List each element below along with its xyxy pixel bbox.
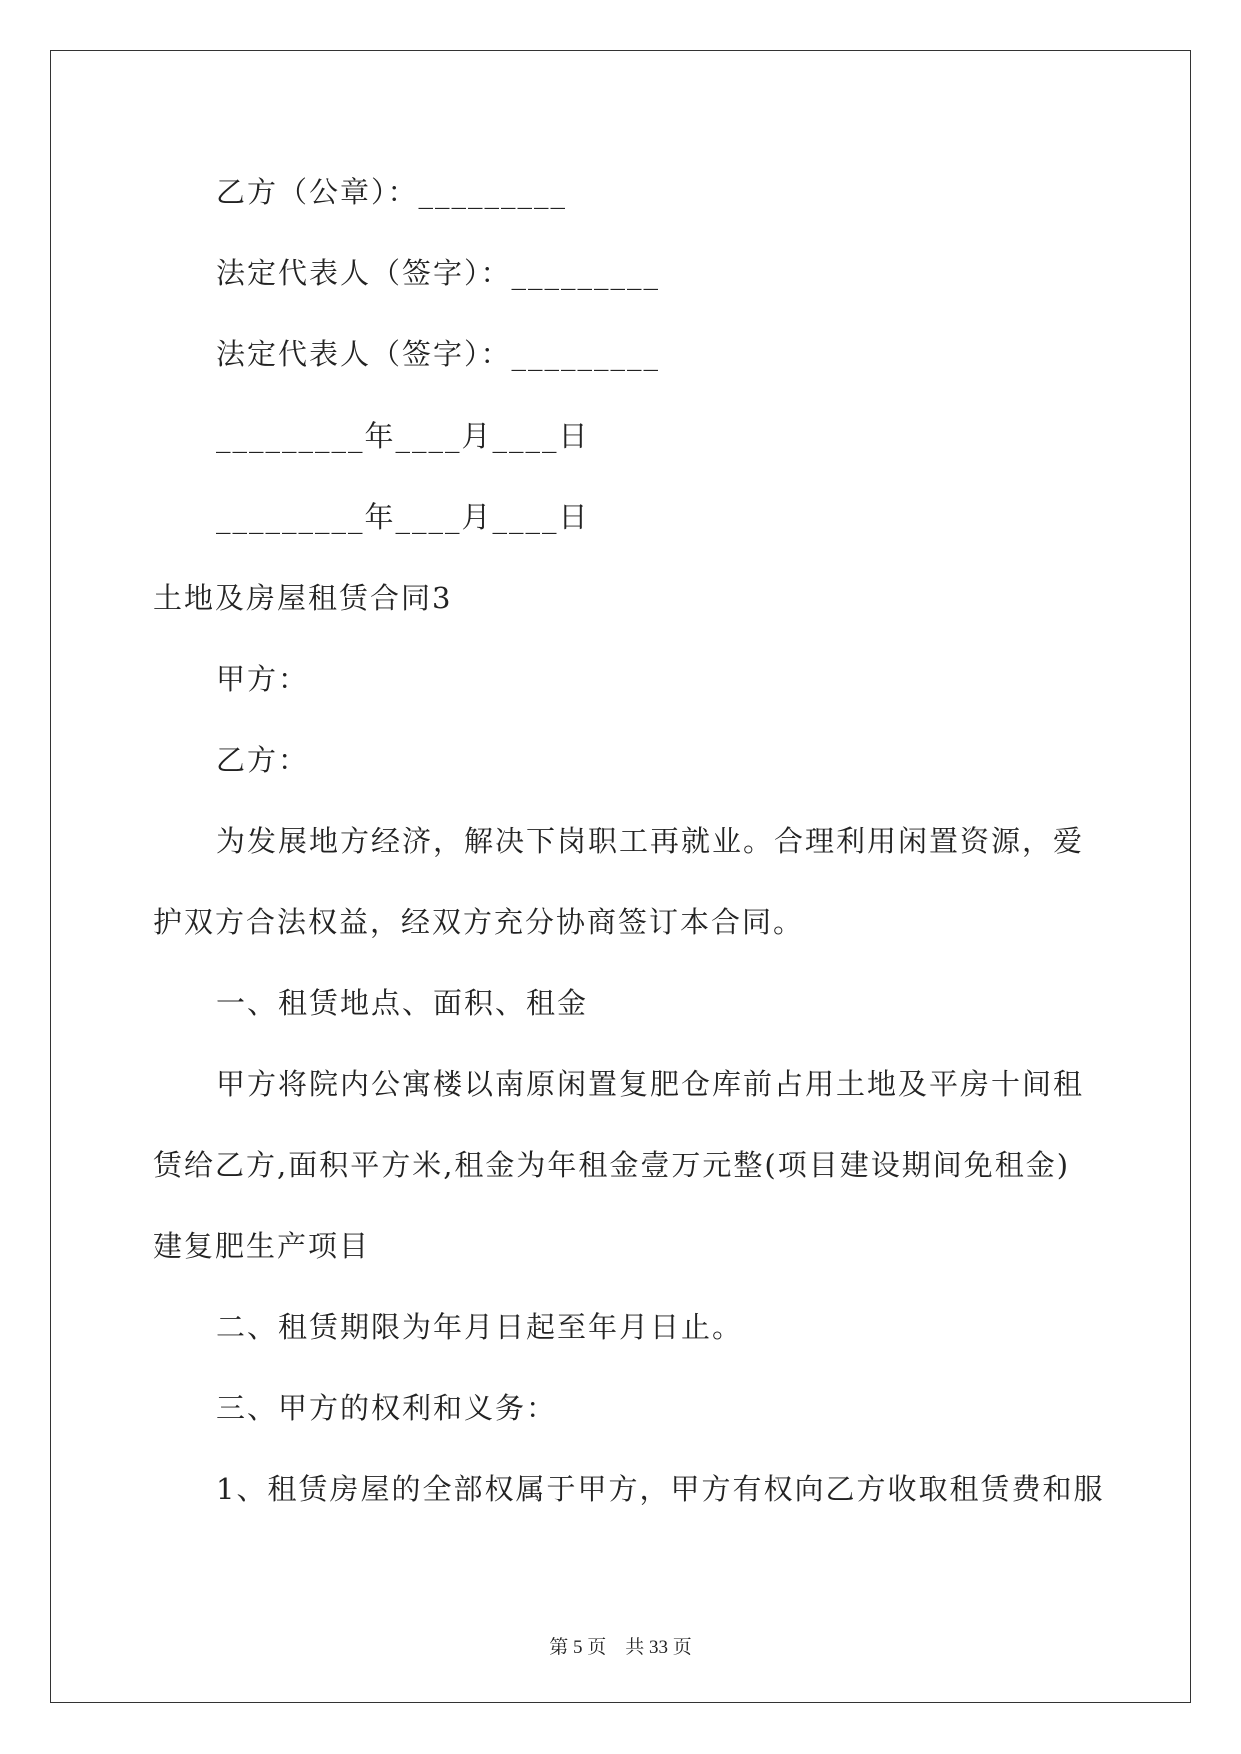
section-3-heading: 三、甲方的权利和义务： bbox=[216, 1391, 558, 1425]
date-line-2: _________年____月____日 bbox=[216, 500, 590, 534]
section-1-body-line-1: 甲方将院内公寓楼以南原闲置复肥仓库前占用土地及平房十间租 bbox=[216, 1067, 1085, 1101]
page-number-footer: 第 5 页 共 33 页 bbox=[549, 1637, 692, 1658]
party-b-seal-line: 乙方（公章）：_________ bbox=[216, 175, 568, 209]
section-1-body-line-3: 建复肥生产项目 bbox=[153, 1229, 371, 1263]
date-line-1: _________年____月____日 bbox=[216, 419, 590, 453]
legal-rep-signature-line-1: 法定代表人（签字）：_________ bbox=[216, 256, 661, 290]
section-3-item-1: 1、租赁房屋的全部权属于甲方，甲方有权向乙方收取租赁费和服 bbox=[216, 1472, 1105, 1506]
page-border bbox=[50, 50, 1191, 1703]
party-b-label: 乙方： bbox=[216, 743, 310, 777]
contract-heading: 土地及房屋租赁合同3 bbox=[153, 581, 453, 615]
section-1-body-line-2: 赁给乙方,面积平方米,租金为年租金壹万元整(项目建设期间免租金) bbox=[153, 1148, 1071, 1182]
section-1-heading: 一、租赁地点、面积、租金 bbox=[216, 986, 589, 1020]
section-2-text: 二、租赁期限为年月日起至年月日止。 bbox=[216, 1310, 744, 1344]
preamble-line-2: 护双方合法权益，经双方充分协商签订本合同。 bbox=[153, 905, 805, 939]
preamble-line-1: 为发展地方经济，解决下岗职工再就业。合理利用闲置资源，爱 bbox=[216, 824, 1085, 858]
legal-rep-signature-line-2: 法定代表人（签字）：_________ bbox=[216, 337, 661, 371]
party-a-label: 甲方： bbox=[216, 662, 310, 696]
